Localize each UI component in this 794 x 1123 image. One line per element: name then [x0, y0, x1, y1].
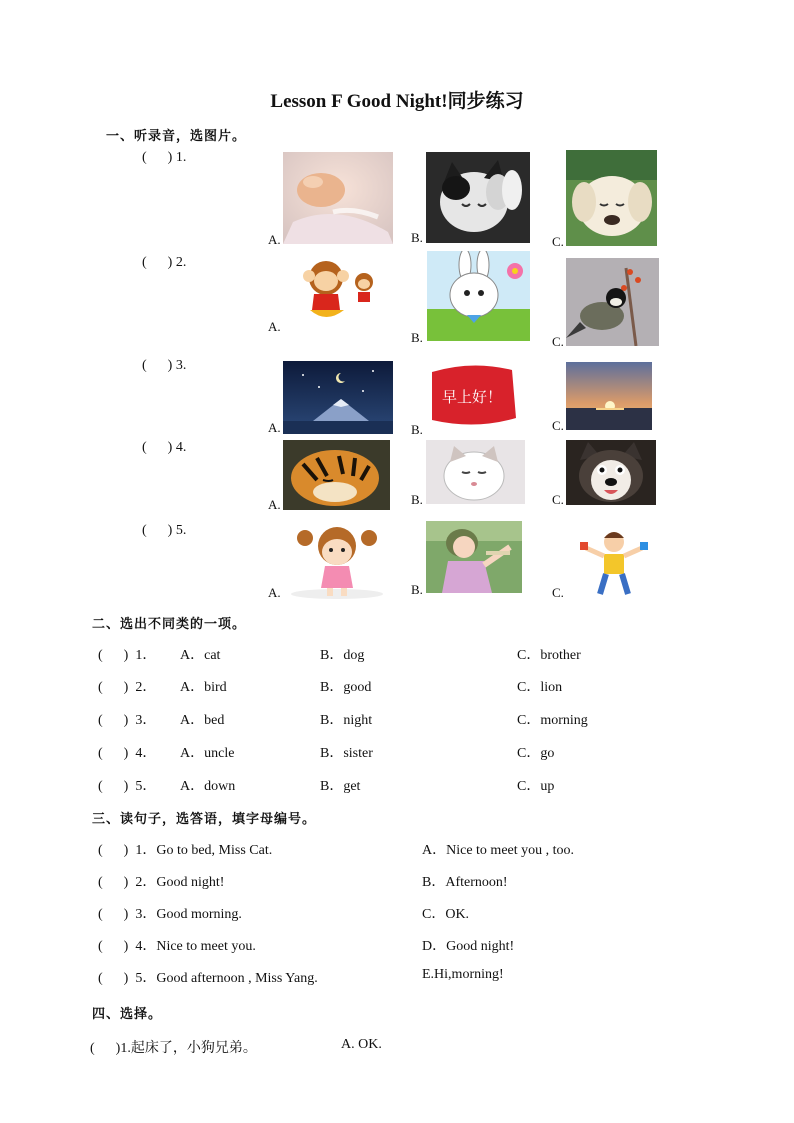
q2-bird-image[interactable] [566, 258, 659, 346]
q5-option-a-label: A. [268, 585, 281, 600]
part2-q3-number: 3． [135, 713, 157, 728]
part4-q1-option-a: A. OK. [341, 1037, 382, 1052]
part2-q5-option-b: B．get [320, 779, 361, 794]
part3-q4-sentence: 4．Nice to meet you. [135, 939, 256, 954]
part3-q5-sentence: 5．Good afternoon , Miss Yang. [135, 971, 318, 986]
part2-q2-option-b: B．good [320, 680, 372, 695]
section-4-heading: 四、选择。 [92, 1006, 163, 1021]
part4-q1-paren: ( )1.起床了，小狗兄弟。 [90, 1041, 257, 1056]
part2-q2-option-a: A．bird [180, 680, 227, 695]
q2-number: 2. [175, 255, 187, 270]
q4-option-b-label: B. [411, 492, 423, 507]
part3-q1-paren: ( ) 1．Go to bed, Miss Cat. [98, 843, 273, 858]
q1-kitten-sleeping-image[interactable] [283, 152, 393, 244]
part2-q1-option-c: C．brother [517, 648, 581, 663]
q3-option-a-label: A. [268, 420, 281, 435]
part2-q5-paren: ( ) 5． [98, 779, 157, 794]
part2-q1-option-a: A．cat [180, 648, 221, 663]
part2-q3-option-c: C．morning [517, 713, 588, 728]
part3-answer-b: B．Afternoon! [422, 875, 508, 890]
q1-puppy-image[interactable] [566, 150, 657, 246]
q2-option-a-label: A. [268, 319, 281, 334]
part2-q4-option-a: A．uncle [180, 746, 235, 761]
part3-q3-sentence: 3．Good morning. [135, 907, 242, 922]
part3-answer-d: D．Good night! [422, 939, 515, 954]
q1-option-b-label: B. [411, 230, 423, 245]
part2-q4-option-b: B．sister [320, 746, 373, 761]
q1-option-a-label: A. [268, 232, 281, 247]
part3-q2-sentence: 2．Good night! [135, 875, 225, 890]
part2-q4-number: 4． [135, 746, 157, 761]
q4-number: 4. [175, 440, 187, 455]
q3-good-morning-sign-image[interactable] [426, 358, 520, 437]
part2-q4-paren: ( ) 4． [98, 746, 157, 761]
q3-option-b-label: B. [411, 422, 423, 437]
q2-paren: ( ) 2. [142, 255, 187, 270]
part2-q3-paren: ( ) 3． [98, 713, 157, 728]
q3-morning-sign-text: 早上好！ [441, 388, 503, 406]
part2-q5-number: 5． [135, 779, 157, 794]
q4-option-c-label: C. [552, 492, 564, 507]
part2-q5-option-a: A．down [180, 779, 236, 794]
part2-q1-option-b: B．dog [320, 648, 365, 663]
section-3-heading: 三、读句子，选答语，填字母编号。 [92, 811, 317, 826]
q4-option-a-label: A. [268, 497, 281, 512]
q3-paren: ( ) 3. [142, 358, 187, 373]
q5-man-cartoon-image[interactable] [566, 526, 664, 598]
page-title: Lesson F Good Night!同步练习 [270, 91, 524, 112]
q5-woman-cartoon-image[interactable] [426, 521, 522, 593]
part2-q2-number: 2． [135, 680, 157, 695]
q2-option-c-label: C. [552, 334, 564, 349]
part2-q3-option-b: B．night [320, 713, 373, 728]
q4-paren: ( ) 4. [142, 440, 187, 455]
q5-paren: ( ) 5. [142, 523, 187, 538]
q1-paren: ( ) 1. [142, 150, 187, 165]
part3-q2-paren: ( ) 2．Good night! [98, 875, 225, 890]
part2-q3-option-a: A．bed [180, 713, 225, 728]
q4-cat-image[interactable] [426, 440, 525, 504]
q2-option-b-label: B. [411, 330, 423, 345]
part2-q2-option-c: C．lion [517, 680, 563, 695]
section-2-heading: 二、选出不同类的一项。 [92, 616, 247, 631]
q3-option-c-label: C. [552, 418, 564, 433]
q1-option-c-label: C. [552, 234, 564, 249]
part2-q2-paren: ( ) 2． [98, 680, 157, 695]
q5-girl-cartoon-image[interactable] [283, 522, 391, 602]
q1-cat-bw-image[interactable] [426, 152, 530, 243]
part2-q1-paren: ( ) 1． [98, 648, 157, 663]
q3-sunset-image[interactable] [566, 362, 652, 430]
part2-q5-option-c: C．up [517, 779, 555, 794]
part3-q1-sentence: 1．Go to bed, Miss Cat. [135, 843, 273, 858]
part3-q3-paren: ( ) 3．Good morning. [98, 907, 242, 922]
q4-tiger-image[interactable] [283, 440, 390, 510]
q3-number: 3. [175, 358, 187, 373]
part3-answer-a: A．Nice to meet you , too. [422, 843, 575, 858]
q1-number: 1. [175, 150, 187, 165]
part3-answer-e: E.Hi,morning! [422, 967, 504, 982]
part3-q4-paren: ( ) 4．Nice to meet you. [98, 939, 256, 954]
part4-q1-sentence: 1.起床了，小狗兄弟。 [120, 1041, 257, 1056]
q5-number: 5. [175, 523, 187, 538]
q5-option-b-label: B. [411, 582, 423, 597]
q2-rabbit-cartoon-image[interactable] [427, 251, 530, 341]
part3-answer-c: C．OK. [422, 907, 470, 922]
q4-husky-dog-image[interactable] [566, 440, 656, 505]
q2-monkey-cartoon-image[interactable] [288, 256, 384, 326]
part2-q4-option-c: C．go [517, 746, 555, 761]
part2-q1-number: 1． [135, 648, 157, 663]
part3-q5-paren: ( ) 5．Good afternoon , Miss Yang. [98, 971, 318, 986]
section-1-heading: 一、听录音，选图片。 [106, 128, 247, 143]
q5-option-c-label: C. [552, 585, 564, 600]
q3-night-sky-image[interactable] [283, 361, 393, 434]
